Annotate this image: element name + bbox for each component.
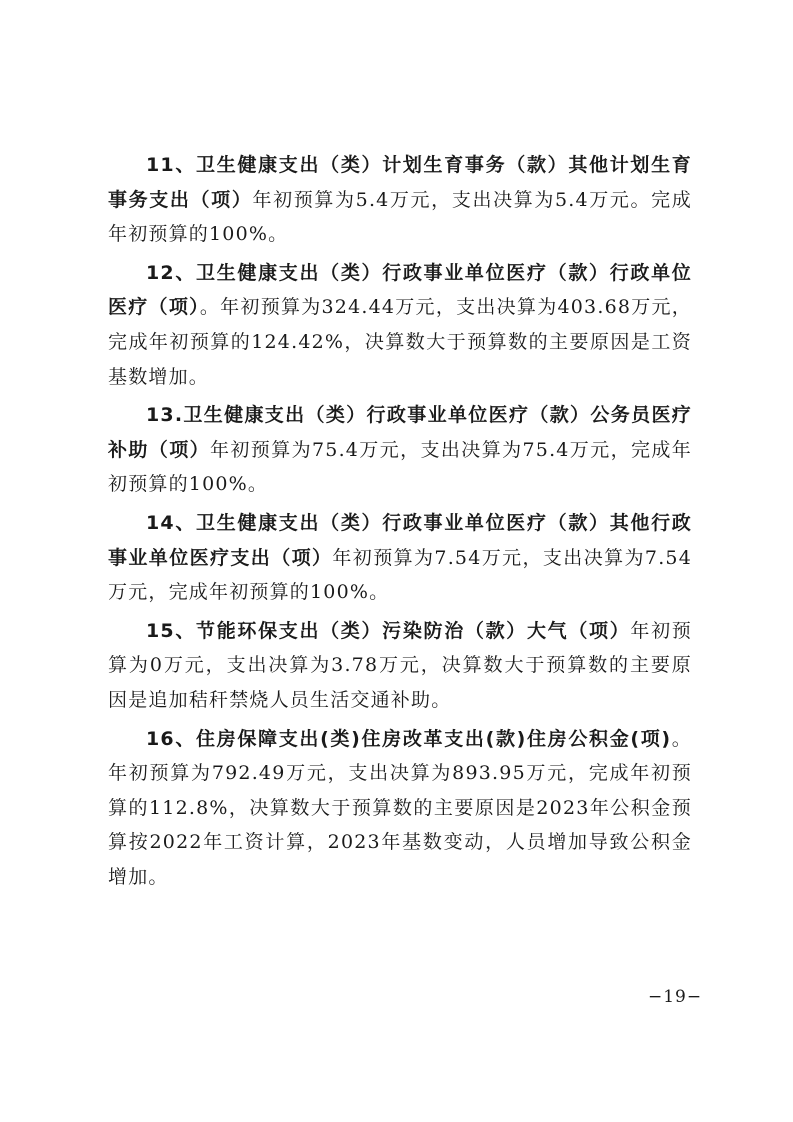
paragraph-16	[108, 722, 692, 895]
paragraph-11-text: 年初预算为5.4万元，支出决算为5.4万元。完成年初预算的100%。	[108, 188, 693, 246]
paragraph-13-heading: 13.卫生健康支出（类）行政事业单位医疗（款）公务员医疗补助（项）	[108, 404, 692, 461]
paragraph-13-text: 年初预算为75.4万元，支出决算为75.4万元，完成年初预算的100%。	[108, 438, 692, 496]
paragraph-15	[108, 614, 692, 718]
paragraph-11	[108, 148, 692, 252]
paragraph-12	[108, 256, 692, 394]
page-number: −19−	[648, 987, 703, 1007]
paragraph-11-heading: 11、卫生健康支出（类）计划生育事务（款）其他计划生育事务支出（项）	[108, 154, 692, 211]
paragraph-12-heading: 12、卫生健康支出（类）行政事业单位医疗（款）行政单位医疗（项）	[108, 261, 692, 319]
paragraph-14-heading: 14、卫生健康支出（类）行政事业单位医疗（款）其他行政事业单位医疗支出（项）	[108, 511, 692, 569]
paragraph-12-text: 。年初预算为324.44万元，支出决算为403.68万元，完成年初预算的124.42%，决算数大于预算数的主要原因是工资基数增加。	[108, 296, 692, 388]
document-body	[108, 148, 692, 898]
paragraph-15-text: 年初预算为0万元，支出决算为3.78万元，决算数大于预算数的主要原因是追加秸秆禁烧人员生活交通补助。	[108, 619, 692, 711]
paragraph-14-text: 年初预算为7.54万元，支出决算为7.54万元，完成年初预算的100%。	[108, 546, 693, 604]
paragraph-13	[108, 398, 692, 502]
paragraph-16-text: 。年初预算为792.49万元，支出决算为893.95万元，完成年初预算的112.8%，决算数大于预算数的主要原因是2023年公积金预算按2022年工资计算，2023年基数变动，人员增加导致公积金增加。	[108, 727, 693, 888]
paragraph-15-heading: 15、节能环保支出（类）污染防治（款）大气（项）	[146, 619, 631, 642]
paragraph-16-heading: 16、住房保障支出(类)住房改革支出(款)住房公积金(项)	[146, 727, 672, 750]
paragraph-14	[108, 506, 692, 610]
